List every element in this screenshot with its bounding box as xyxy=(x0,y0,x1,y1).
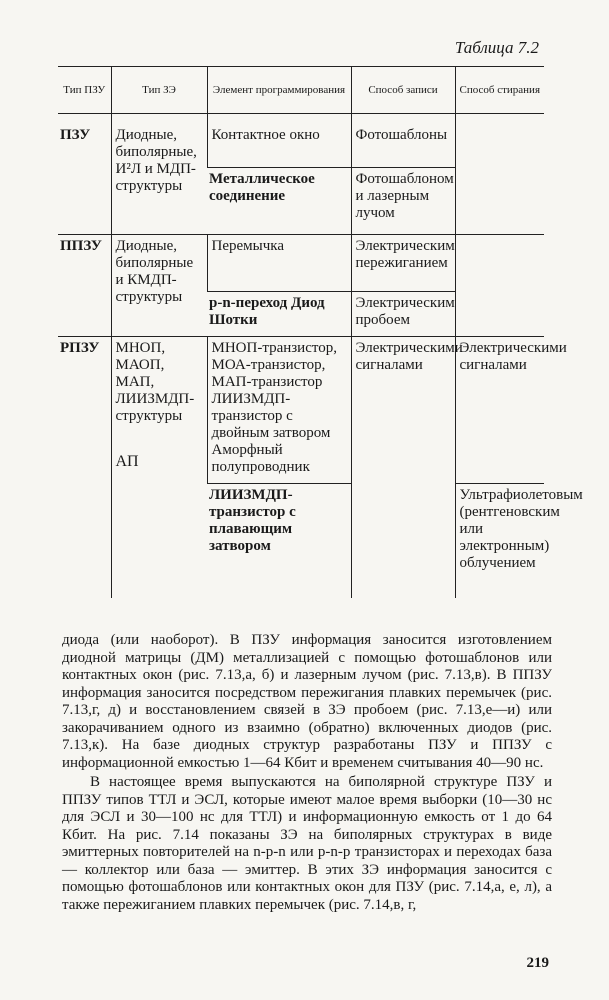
prom-ze-cell: Диодные, биполярные и КМДП-структуры xyxy=(111,235,207,337)
eprom-ze-cell xyxy=(111,337,207,599)
rom-write-1: Фотошаблоны xyxy=(351,124,455,168)
eprom-write-cell: Электрическими сигналами xyxy=(351,337,455,599)
rom-types-table xyxy=(58,66,583,598)
eprom-erase-2: Ультрафиолетовым (рентгеновским или электронным) облучением xyxy=(455,484,544,599)
prom-element-2: р-n-переход Диод Шотки xyxy=(209,295,325,328)
header-program-element: Элемент программирования xyxy=(207,67,351,114)
prom-write-1: Электрическим пережиганием xyxy=(351,235,455,292)
prom-erase-cell xyxy=(455,235,544,337)
header-erase-method: Способ стирания xyxy=(455,67,544,114)
table-spacer xyxy=(58,114,544,125)
eprom-element-2: ЛИИЗМДП-транзистор с плавающим затвором xyxy=(209,487,296,554)
rom-type-cell: ПЗУ xyxy=(60,127,91,143)
page-number: 219 xyxy=(526,955,549,971)
rom-write-2: Фотошаблоном и лазерным лучом xyxy=(351,168,455,235)
rom-erase-cell xyxy=(455,124,544,235)
body-text xyxy=(62,632,552,914)
table-caption: Таблица 7.2 xyxy=(454,38,539,57)
prom-type-cell: ППЗУ xyxy=(58,235,111,337)
rom-ze-cell: Диодные, биполярные, И²Л и МДП-структуры xyxy=(111,124,207,235)
prom-write-2: Электрическим пробоем xyxy=(351,292,455,337)
prom-element-1: Перемычка xyxy=(207,235,351,292)
header-write-method: Способ записи xyxy=(351,67,455,114)
eprom-type-cell: РПЗУ xyxy=(58,337,111,599)
eprom-ze-ap: АП xyxy=(115,453,139,470)
header-ze-type: Тип ЗЭ xyxy=(111,67,207,114)
rom-element-2: Металлическое соединение xyxy=(209,171,315,205)
header-rom-type: Тип ПЗУ xyxy=(58,67,111,114)
eprom-erase-1: Электрическими сигналами xyxy=(455,337,544,484)
paragraph-1: диода (или наоборот). В ПЗУ информация заносится изготовлением диодной матрицы (ДМ) металлизацией с помощью фотошаблонов или контактных окон (рис. 7.13,а, б) и лазерным лучом (рис. 7.13,в). В ППЗУ информация заносится посредством пережигания плавких перемычек (рис. 7.13,г, д) и восстановлением связей в ЗЭ пробоем (рис. 7.13,е—и) или закорачиванием одного из взаимно (обратно) включенных диодов (рис. 7.13,к). На базе диодных структур разработаны ПЗУ и ППЗУ с информационной емкостью 1—64 Кбит и временем считывания 40—90 нс. xyxy=(62,632,552,771)
table-row xyxy=(58,337,544,484)
paragraph-2: В настоящее время выпускаются на биполярной структуре ПЗУ и ППЗУ типов ТТЛ и ЭСЛ, которые имеют малое время выборки (10—30 нс для ЭСЛ и 30—100 нс для ТТЛ) и информационную емкость от 1 до 64 Кбит. На рис. 7.14 показаны ЗЭ на биполярных структурах в виде эмиттерных повторителей на n-р-n или р-n-р транзисторах и переходах база — коллектор или база — эмиттер. В этих ЗЭ информация заносится с помощью фотошаблонов или контактных окон для ПЗУ (рис. 7.14,а, е, л), а также пережиганием плавких перемычек (рис. 7.14,в, г, xyxy=(62,774,552,913)
table-row xyxy=(58,235,544,292)
eprom-ze-structures: МНОП, МАОП, МАП, ЛИИЗМДП-структуры xyxy=(115,340,195,424)
eprom-element-1: МНОП-транзистор, МОА-транзистор, МАП-транзистор ЛИИЗМДП-транзистор с двойным затвором Аморфный полупроводник xyxy=(207,337,351,484)
table-header-row xyxy=(58,67,544,114)
table-row xyxy=(58,124,544,168)
rom-element-1: Контактное окно xyxy=(207,124,351,168)
